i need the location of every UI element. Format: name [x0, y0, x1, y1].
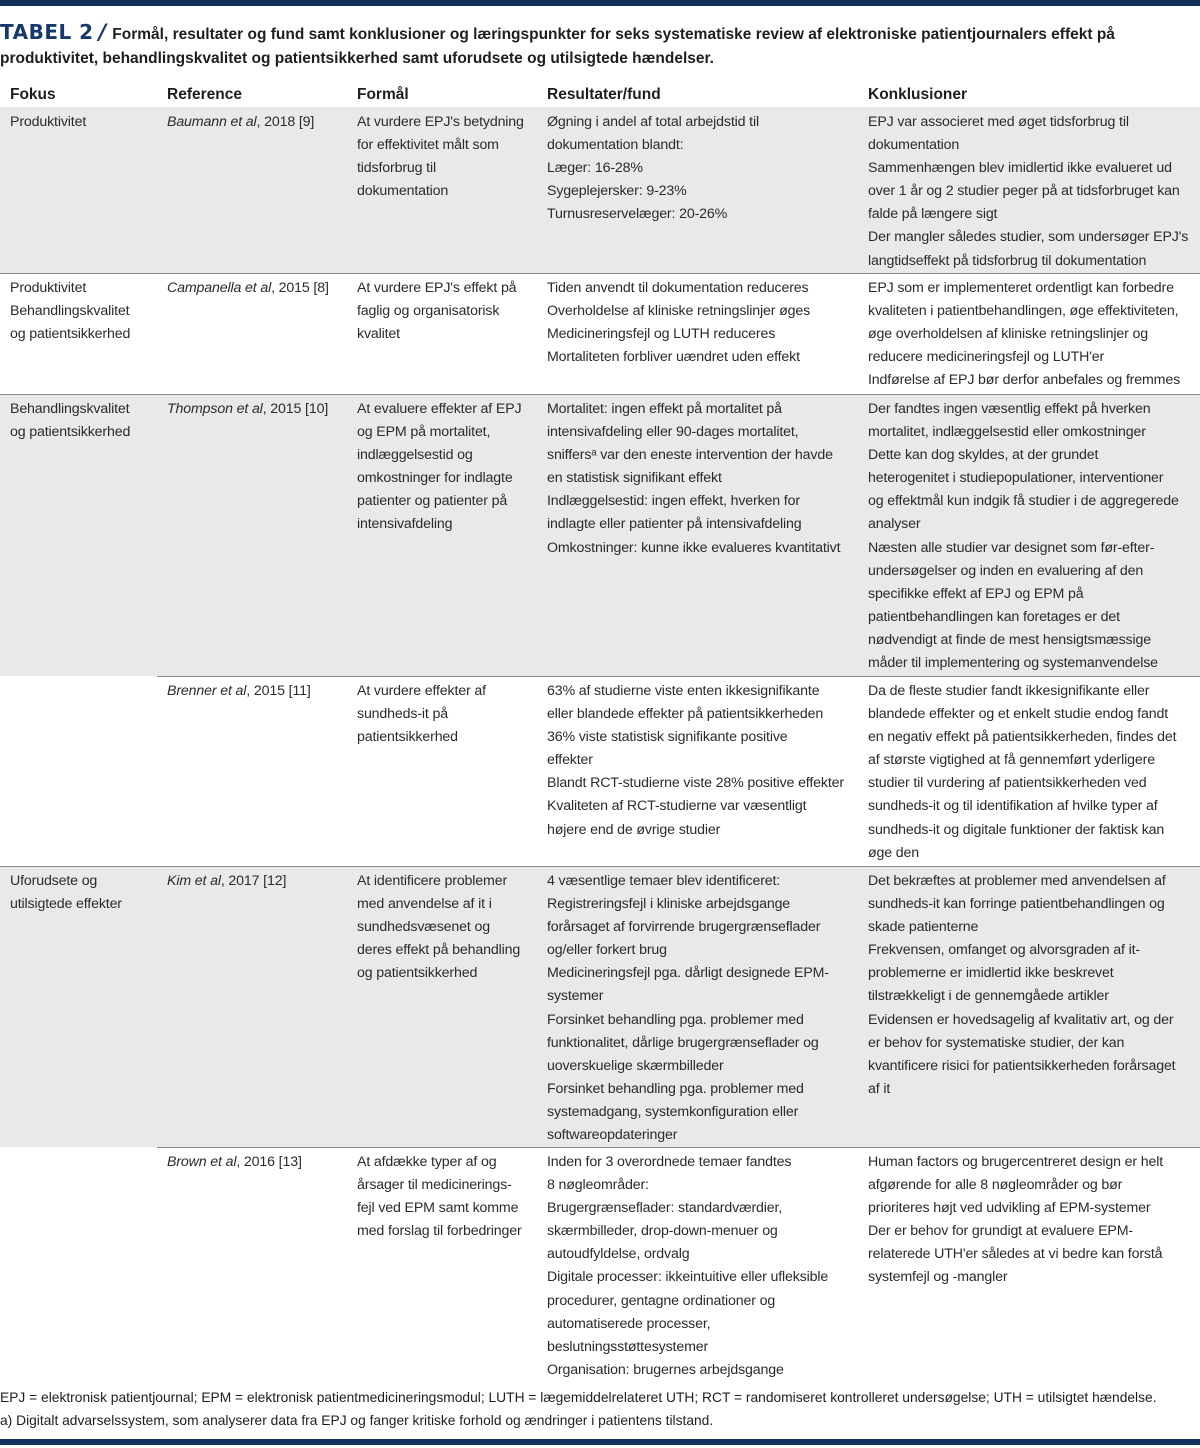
- header-fokus: Fokus: [10, 86, 56, 103]
- cell-line: Human factors og brugercentreret design er helt: [868, 1154, 1163, 1170]
- cell-line: en statistisk signifikant effekt: [547, 470, 722, 487]
- cell-line: Overholdelse af kliniske retningslinjer øges: [547, 303, 811, 320]
- cell-line: af it: [868, 1080, 891, 1097]
- cell-line: afgørende for alle 8 nøgleområder og bør: [868, 1177, 1123, 1194]
- cell-line: Forsinket behandling pga. problemer med: [547, 1011, 804, 1028]
- header-reference: Reference: [167, 86, 242, 103]
- reference-author: Campanella et al: [167, 280, 272, 296]
- cell-line: patientsikkerhed: [357, 729, 458, 746]
- cell-line: 4 væsentlige temaer blev identificeret:: [547, 873, 781, 889]
- cell-line: relaterede UTH'er således at vi bedre kan forstå: [868, 1246, 1163, 1263]
- cell-line: Turnusreservelæger: 20-26%: [547, 206, 728, 223]
- reference-author: Brenner et al: [167, 683, 247, 699]
- cell-line: nødvendigt at finde de mest hensigtsmæssige: [868, 631, 1151, 648]
- cell-fokus: [10, 870, 122, 916]
- cell-line: sundheds-it og digitale funktioner der faktisk kan: [868, 821, 1165, 838]
- cell-line: Registreringsfejl i kliniske arbejdsgange: [547, 896, 791, 913]
- cell-line: måder til implementering og systemanvendelse: [868, 655, 1158, 672]
- table-row: [0, 1147, 1200, 1383]
- cell-line: af største vigtighed at få gennemført yderligere: [868, 752, 1155, 769]
- cell-line: skærmbilleder, drop-down-menuer og: [547, 1223, 778, 1240]
- cell-line: Mortalitet: ingen effekt på mortalitet på: [547, 401, 782, 417]
- cell-line: Næsten alle studier var designet som før-efter-: [868, 539, 1155, 556]
- cell-resultater: [547, 398, 840, 560]
- cell-line: deres effekt på behandling: [357, 942, 521, 959]
- cell-line: At vurdere EPJ's betydning: [357, 114, 524, 130]
- cell-line: omkostninger for indlagte: [357, 470, 513, 487]
- cell-resultater: [547, 870, 829, 1147]
- cell-formaal: [357, 680, 486, 749]
- reference-citation: , 2015 [8]: [271, 280, 329, 296]
- table-caption: [0, 20, 1190, 71]
- cell-line: indlagte eller patienter på intensivafdeling: [547, 516, 802, 533]
- cell-fokus: [10, 398, 130, 444]
- cell-reference: [167, 277, 329, 300]
- cell-line: prioriteres højt ved udvikling af EPM-systemer: [868, 1200, 1151, 1217]
- cell-resultater: [547, 111, 759, 226]
- caption-text: Formål, resultater og fund samt konklusioner og læringspunkter for seks systematiske review af elektroniske patientjournalers effekt på produktivitet, behandlingskvalitet og patientsikkerhed samt uforudsete og utilsigtede hændelser.: [0, 26, 1115, 67]
- cell-line: EPJ var associeret med øget tidsforbrug til: [868, 114, 1129, 130]
- cell-line: Omkostninger: kunne ikke evalueres kvantitativt: [547, 539, 841, 556]
- cell-line: systemer: [547, 988, 604, 1005]
- cell-line: tilstrækkeligt i de gennemgåede artikler: [868, 988, 1109, 1005]
- table-label: TABEL 2: [0, 20, 94, 44]
- cell-line: højere end de øvrige studier: [547, 821, 721, 838]
- cell-fokus: [10, 277, 130, 346]
- header-formaal: Formål: [357, 86, 409, 103]
- cell-konklusioner: [868, 398, 1179, 675]
- cell-reference: [167, 680, 311, 703]
- cell-formaal: [357, 1151, 522, 1243]
- header-resultater: Resultater/fund: [547, 86, 661, 103]
- row-divider: [157, 1147, 1200, 1148]
- cell-line: utilsigtede effekter: [10, 896, 122, 913]
- cell-line: indlæggelsestid og: [357, 447, 473, 464]
- cell-line: kvaliteten i patientbehandlingen, øge effektiviteten,: [868, 303, 1179, 320]
- table-row: [0, 273, 1200, 394]
- cell-line: 36% viste statistisk signifikante positive: [547, 729, 788, 746]
- reference-citation: , 2017 [12]: [220, 873, 287, 889]
- row-divider: [0, 273, 1200, 274]
- cell-line: Forsinket behandling pga. problemer med: [547, 1080, 804, 1097]
- cell-line: årsager til medicinerings-: [357, 1177, 512, 1194]
- cell-line: problemerne er imidlertid ikke beskrevet: [868, 965, 1114, 982]
- reference-author: Baumann et al: [167, 114, 257, 130]
- cell-line: At evaluere effekter af EPJ: [357, 401, 522, 417]
- cell-line: Øgning i andel af total arbejdstid til: [547, 114, 759, 130]
- cell-line: langtidseffekt på tidsforbrug til dokumentation: [868, 252, 1147, 269]
- cell-line: 63% af studierne viste enten ikkesignifikante: [547, 683, 820, 699]
- cell-line: specifikke effekt af EPJ og EPM på: [868, 585, 1084, 602]
- footnote-abbreviations: EPJ = elektronisk patientjournal; EPM = elektronisk patientmedicineringsmodul; LUTH = lægemiddelrelateret UTH; RCT = randomiseret kontrolleret undersøgelse; UTH = utilsigtet hændelse.: [0, 1390, 1157, 1405]
- cell-line: Frekvensen, omfanget og alvorsgraden af it-: [868, 942, 1140, 959]
- cell-formaal: [357, 398, 521, 537]
- table-header-row: [0, 80, 1200, 106]
- cell-line: med forslag til forbedringer: [357, 1223, 522, 1240]
- cell-line: Blandt RCT-studierne viste 28% positive effekter: [547, 775, 844, 792]
- cell-line: skade patienterne: [868, 919, 979, 936]
- cell-line: procedurer, gentagne ordinationer og: [547, 1292, 776, 1309]
- cell-reference: [167, 111, 314, 134]
- reference-author: Kim et al: [167, 873, 221, 889]
- row-divider: [0, 866, 1200, 867]
- cell-line: øge den: [868, 844, 920, 861]
- cell-line: sundheds-it på: [357, 706, 448, 723]
- cell-line: Produktivitet: [10, 114, 87, 130]
- cell-line: tidsforbrug til: [357, 160, 436, 177]
- cell-line: analyser: [868, 516, 921, 533]
- cell-line: Inden for 3 overordnede temaer fandtes: [547, 1154, 792, 1170]
- cell-line: patientbehandlingen kan foretages er det: [868, 608, 1120, 625]
- cell-line: fejl ved EPM samt komme: [357, 1200, 519, 1217]
- cell-line: Læger: 16-28%: [547, 160, 643, 177]
- cell-line: systemadgang, systemkonfiguration eller: [547, 1103, 799, 1120]
- cell-line: At vurdere effekter af: [357, 683, 486, 699]
- cell-line: Det bekræftes at problemer med anvendelsen af: [868, 873, 1166, 889]
- cell-line: Digitale processer: ikkeintuitive eller ufleksible: [547, 1269, 829, 1286]
- row-divider: [0, 394, 1200, 395]
- cell-line: patienter og patienter på: [357, 493, 508, 510]
- reference-author: Thompson et al: [167, 401, 263, 417]
- cell-line: dokumentation blandt:: [547, 137, 684, 154]
- cell-line: Medicineringsfejl pga. dårligt designede EPM-: [547, 965, 829, 982]
- row-divider: [157, 676, 1200, 677]
- cell-line: At vurdere EPJ's effekt på: [357, 280, 517, 296]
- cell-line: 8 nøgleområder:: [547, 1177, 649, 1194]
- cell-line: med anvendelse af it i: [357, 896, 492, 913]
- cell-line: Dette kan dog skyldes, at der grundet: [868, 447, 1099, 464]
- table-row: [0, 866, 1200, 1147]
- reference-citation: , 2016 [13]: [236, 1154, 302, 1170]
- cell-line: øge overholdelsen af kliniske retningslinjer og: [868, 326, 1149, 343]
- cell-reference: [167, 870, 286, 893]
- footnote-a: a) Digitalt advarselssystem, som analyserer data fra EPJ og fanger kritiske forhold og ændringer i patientens tilstand.: [0, 1413, 714, 1428]
- cell-konklusioner: [868, 870, 1175, 1101]
- cell-line: At identificere problemer: [357, 873, 508, 889]
- cell-line: og/eller forkert brug: [547, 942, 667, 959]
- cell-line: Behandlingskvalitet: [10, 401, 130, 417]
- cell-line: uoverskuelige skærmbilleder: [547, 1057, 724, 1074]
- cell-fokus: [10, 111, 86, 134]
- cell-resultater: [547, 277, 810, 369]
- cell-line: intensivafdeling eller 90-dages mortalitet,: [547, 424, 799, 441]
- cell-line: Der fandtes ingen væsentlig effekt på hverken: [868, 401, 1151, 417]
- cell-line: autoudfyldelse, ordvalg: [547, 1246, 690, 1263]
- table-row: [0, 394, 1200, 676]
- cell-line: beslutningsstøttesystemer: [547, 1338, 709, 1355]
- reference-citation: , 2018 [9]: [256, 114, 315, 130]
- cell-konklusioner: [868, 277, 1180, 392]
- cell-line: dokumentation: [357, 183, 449, 200]
- cell-line: over 1 år og 2 studier peger på at tidsforbruget kan: [868, 183, 1180, 200]
- cell-line: Indlæggelsestid: ingen effekt, hverken for: [547, 493, 800, 510]
- cell-line: reducere medicineringsfejl og LUTH'er: [868, 349, 1105, 366]
- cell-line: Brugergrænseflader: standardværdier,: [547, 1200, 783, 1217]
- cell-line: Uforudsete og: [10, 873, 98, 889]
- cell-line: Behandlingskvalitet: [10, 303, 130, 320]
- cell-line: eller blandede effekter på patientsikkerheden: [547, 706, 824, 723]
- cell-line: Mortaliteten forbliver uændret uden effekt: [547, 349, 800, 366]
- cell-line: sniffersᵃ var den eneste intervention der havde: [547, 447, 833, 464]
- cell-line: funktionalitet, dårlige brugergrænseflader og: [547, 1034, 819, 1051]
- cell-line: At afdække typer af og: [357, 1154, 497, 1170]
- cell-line: automatiserede processer,: [547, 1315, 711, 1332]
- cell-konklusioner: [868, 111, 1188, 273]
- cell-line: intensivafdeling: [357, 516, 453, 533]
- cell-konklusioner: [868, 1151, 1163, 1290]
- cell-line: heterogenitet i studiepopulationer, interventioner: [868, 470, 1164, 487]
- cell-line: kvalitet: [357, 326, 400, 343]
- cell-line: en negativ effekt på patientsikkerheden, findes det: [868, 729, 1177, 746]
- cell-konklusioner: [868, 680, 1176, 865]
- reference-author: Brown et al: [167, 1154, 237, 1170]
- cell-line: softwareopdateringer: [547, 1127, 678, 1144]
- cell-line: Kvaliteten af RCT-studierne var væsentligt: [547, 798, 807, 815]
- cell-formaal: [357, 111, 524, 203]
- reference-citation: , 2015 [10]: [262, 401, 329, 417]
- cell-line: kvantificere risici for patientsikkerheden forårsaget: [868, 1057, 1176, 1074]
- cell-line: og effektmål kun indgik få studier i de aggregerede: [868, 493, 1179, 510]
- cell-formaal: [357, 870, 520, 985]
- cell-line: forårsaget af forvirrende brugergrænseflader: [547, 919, 821, 936]
- cell-line: studier til vurdering af patientsikkerheden ved: [868, 775, 1147, 792]
- cell-line: og EPM på mortalitet,: [357, 424, 491, 441]
- cell-line: faglig og organisatorisk: [357, 303, 500, 320]
- cell-line: Sygeplejersker: 9-23%: [547, 183, 687, 200]
- caption-separator: /: [98, 20, 107, 44]
- cell-line: sundheds-it og til identifikation af hvilke typer af: [868, 798, 1158, 815]
- cell-line: og patientsikkerhed: [10, 326, 131, 343]
- cell-line: falde på længere sigt: [868, 206, 998, 223]
- reference-citation: , 2015 [11]: [246, 683, 311, 699]
- top-accent-bar: [0, 0, 1200, 6]
- bottom-accent-bar: [0, 1439, 1200, 1445]
- cell-line: Sammenhængen blev imidlertid ikke evalueret ud: [868, 160, 1172, 177]
- cell-line: Indførelse af EPJ bør derfor anbefales og fremmes: [868, 372, 1181, 389]
- cell-line: blandede effekter og et enkelt studie endog fandt: [868, 706, 1169, 723]
- cell-line: Der mangler således studier, som undersøger EPJ's: [868, 229, 1189, 246]
- footnotes: [0, 1386, 1200, 1432]
- cell-formaal: [357, 277, 516, 346]
- header-konklusioner: Konklusioner: [868, 86, 968, 103]
- cell-line: Der er behov for grundigt at evaluere EPM-: [868, 1223, 1133, 1240]
- table-row: [0, 676, 1200, 866]
- cell-line: undersøgelser og inden en evaluering af den: [868, 562, 1144, 579]
- cell-line: og patientsikkerhed: [10, 424, 131, 441]
- cell-line: Tiden anvendt til dokumentation reduceres: [547, 280, 809, 296]
- cell-line: er behov for systematiske studier, der kan: [868, 1034, 1125, 1051]
- cell-line: systemfejl og -mangler: [868, 1269, 1008, 1286]
- cell-reference: [167, 398, 328, 421]
- cell-line: EPJ som er implementeret ordentligt kan forbedre: [868, 280, 1174, 296]
- cell-line: Medicineringsfejl og LUTH reduceres: [547, 326, 776, 343]
- cell-line: Evidensen er hovedsagelig af kvalitativ art, og der: [868, 1011, 1174, 1028]
- cell-line: Organisation: brugernes arbejdsgange: [547, 1361, 784, 1378]
- cell-resultater: [547, 1151, 828, 1382]
- cell-line: Produktivitet: [10, 280, 87, 296]
- cell-line: for effektivitet målt som: [357, 137, 499, 154]
- cell-line: sundheds-it kan forringe patientbehandlingen og: [868, 896, 1165, 913]
- cell-line: og patientsikkerhed: [357, 965, 478, 982]
- cell-resultater: [547, 680, 844, 842]
- cell-line: dokumentation: [868, 137, 960, 154]
- cell-line: effekter: [547, 752, 593, 769]
- cell-line: sundhedsvæsenet og: [357, 919, 490, 936]
- cell-reference: [167, 1151, 302, 1174]
- cell-line: Da de fleste studier fandt ikkesignifikante eller: [868, 683, 1150, 699]
- cell-line: mortalitet, indlæggelsestid eller omkostninger: [868, 424, 1146, 441]
- table-row: [0, 107, 1200, 273]
